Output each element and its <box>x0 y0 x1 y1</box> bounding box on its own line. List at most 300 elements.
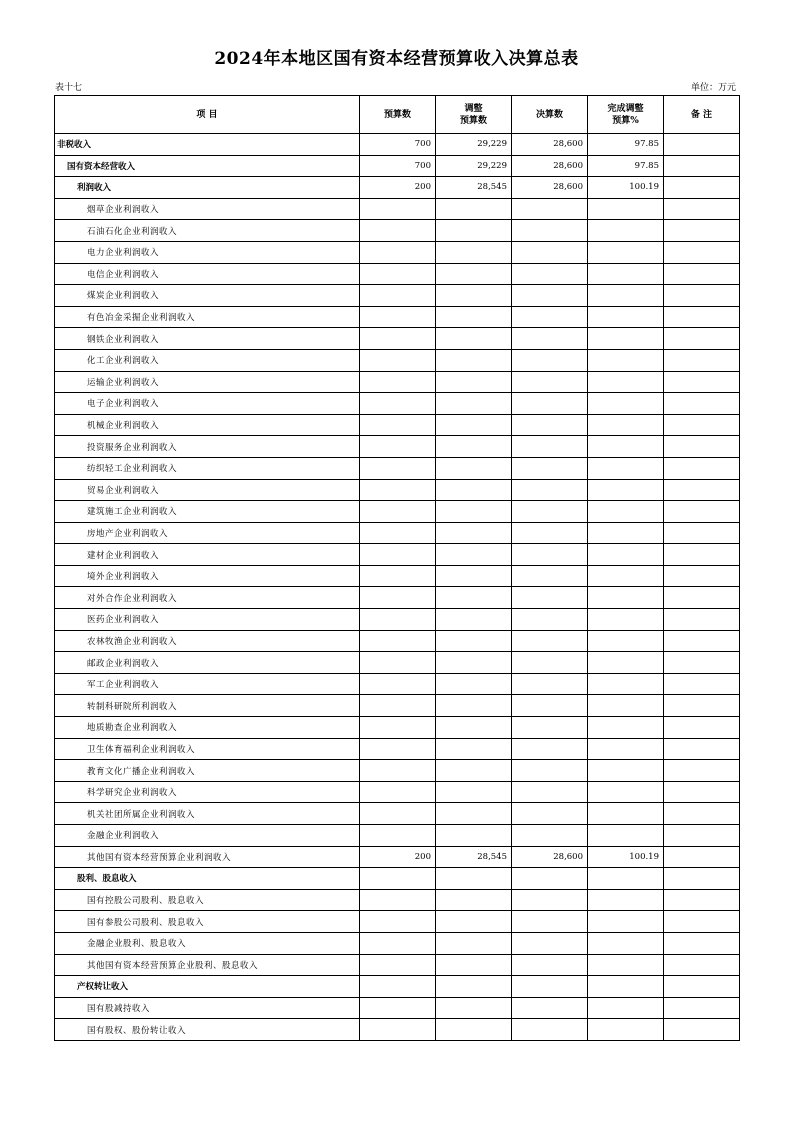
row-name-cell: 有色冶金采掘企业利润收入 <box>55 306 360 328</box>
page-title: 2024年本地区国有资本经营预算收入决算总表 <box>214 49 579 69</box>
row-name-cell: 机关社团所属企业利润收入 <box>55 803 360 825</box>
row-final-cell <box>512 371 588 393</box>
row-final-cell <box>512 717 588 739</box>
row-final-cell <box>512 695 588 717</box>
row-remark-cell <box>664 587 740 609</box>
row-final-cell: 28,600 <box>512 155 588 177</box>
row-remark-cell <box>664 198 740 220</box>
row-adjusted-cell <box>436 587 512 609</box>
row-completion-cell <box>588 652 664 674</box>
row-adjusted-cell <box>436 241 512 263</box>
row-budget-cell <box>360 803 436 825</box>
row-budget-cell <box>360 522 436 544</box>
row-budget-cell <box>360 349 436 371</box>
table-row <box>55 695 740 717</box>
table-row <box>55 932 740 954</box>
row-name-cell: 教育文化广播企业利润收入 <box>55 760 360 782</box>
row-completion-cell <box>588 349 664 371</box>
row-adjusted-cell <box>436 263 512 285</box>
row-name-cell: 机械企业利润收入 <box>55 414 360 436</box>
row-name-cell: 投资服务企业利润收入 <box>55 436 360 458</box>
row-final-cell <box>512 609 588 631</box>
row-remark-cell <box>664 457 740 479</box>
table-row <box>55 349 740 371</box>
row-completion-cell <box>588 760 664 782</box>
table-row <box>55 1019 740 1041</box>
row-adjusted-cell <box>436 349 512 371</box>
row-final-cell <box>512 760 588 782</box>
row-budget-cell <box>360 932 436 954</box>
row-remark-cell <box>664 976 740 998</box>
row-final-cell <box>512 997 588 1019</box>
row-final-cell <box>512 457 588 479</box>
table-row <box>55 846 740 868</box>
row-remark-cell <box>664 889 740 911</box>
header-final: 决算数 <box>512 96 588 134</box>
row-adjusted-cell <box>436 285 512 307</box>
table-row <box>55 868 740 890</box>
row-completion-cell <box>588 479 664 501</box>
row-final-cell <box>512 393 588 415</box>
row-name-cell: 非税收入 <box>55 134 360 156</box>
row-completion-cell <box>588 393 664 415</box>
row-name-cell: 对外合作企业利润收入 <box>55 587 360 609</box>
row-completion-cell <box>588 673 664 695</box>
row-final-cell <box>512 652 588 674</box>
row-adjusted-cell <box>436 479 512 501</box>
row-completion-cell <box>588 609 664 631</box>
row-remark-cell <box>664 1019 740 1041</box>
row-adjusted-cell <box>436 803 512 825</box>
header-adjusted-line2: 预算数 <box>459 115 487 126</box>
table-row <box>55 673 740 695</box>
row-budget-cell <box>360 652 436 674</box>
row-completion-cell <box>588 932 664 954</box>
row-name-cell: 军工企业利润收入 <box>55 673 360 695</box>
row-name-cell: 烟草企业利润收入 <box>55 198 360 220</box>
row-completion-cell <box>588 198 664 220</box>
row-completion-cell: 100.19 <box>588 846 664 868</box>
row-final-cell <box>512 587 588 609</box>
row-completion-cell <box>588 544 664 566</box>
row-remark-cell <box>664 306 740 328</box>
row-final-cell <box>512 306 588 328</box>
row-completion-cell <box>588 285 664 307</box>
row-remark-cell <box>664 371 740 393</box>
row-budget-cell <box>360 328 436 350</box>
header-adjusted <box>436 96 512 134</box>
row-budget-cell <box>360 479 436 501</box>
row-final-cell <box>512 198 588 220</box>
row-budget-cell <box>360 760 436 782</box>
row-adjusted-cell: 29,229 <box>436 134 512 156</box>
row-name-cell: 房地产企业利润收入 <box>55 522 360 544</box>
row-remark-cell <box>664 565 740 587</box>
row-completion-cell <box>588 803 664 825</box>
row-adjusted-cell <box>436 522 512 544</box>
row-adjusted-cell <box>436 695 512 717</box>
table-row <box>55 630 740 652</box>
table-row <box>55 414 740 436</box>
row-final-cell <box>512 781 588 803</box>
row-remark-cell <box>664 349 740 371</box>
row-remark-cell <box>664 717 740 739</box>
table-row <box>55 457 740 479</box>
row-completion-cell: 97.85 <box>588 155 664 177</box>
row-adjusted-cell <box>436 738 512 760</box>
row-budget-cell: 700 <box>360 134 436 156</box>
row-remark-cell <box>664 652 740 674</box>
row-adjusted-cell: 29,229 <box>436 155 512 177</box>
row-adjusted-cell <box>436 976 512 998</box>
row-completion-cell <box>588 630 664 652</box>
row-remark-cell <box>664 263 740 285</box>
row-completion-cell <box>588 997 664 1019</box>
row-name-cell: 煤炭企业利润收入 <box>55 285 360 307</box>
row-remark-cell <box>664 328 740 350</box>
table-row <box>55 479 740 501</box>
row-budget-cell <box>360 997 436 1019</box>
row-budget-cell <box>360 889 436 911</box>
row-budget-cell <box>360 954 436 976</box>
row-adjusted-cell <box>436 501 512 523</box>
row-remark-cell <box>664 630 740 652</box>
row-completion-cell <box>588 717 664 739</box>
row-remark-cell <box>664 241 740 263</box>
row-completion-cell <box>588 371 664 393</box>
table-row <box>55 717 740 739</box>
row-budget-cell <box>360 457 436 479</box>
row-remark-cell <box>664 760 740 782</box>
row-name-cell: 农林牧渔企业利润收入 <box>55 630 360 652</box>
row-final-cell <box>512 436 588 458</box>
row-remark-cell <box>664 997 740 1019</box>
row-final-cell <box>512 544 588 566</box>
row-budget-cell <box>360 414 436 436</box>
row-remark-cell <box>664 393 740 415</box>
row-completion-cell <box>588 457 664 479</box>
row-adjusted-cell <box>436 306 512 328</box>
row-final-cell <box>512 241 588 263</box>
row-adjusted-cell <box>436 630 512 652</box>
row-remark-cell <box>664 954 740 976</box>
table-row <box>55 911 740 933</box>
row-name-cell: 建筑施工企业利润收入 <box>55 501 360 523</box>
row-budget-cell <box>360 695 436 717</box>
row-final-cell <box>512 1019 588 1041</box>
row-adjusted-cell <box>436 673 512 695</box>
row-budget-cell <box>360 501 436 523</box>
row-completion-cell <box>588 976 664 998</box>
row-adjusted-cell <box>436 652 512 674</box>
row-adjusted-cell <box>436 781 512 803</box>
row-budget-cell <box>360 609 436 631</box>
row-completion-cell: 100.19 <box>588 177 664 199</box>
row-final-cell: 28,600 <box>512 177 588 199</box>
header-completion <box>588 96 664 134</box>
row-name-cell: 科学研究企业利润收入 <box>55 781 360 803</box>
header-row <box>55 96 740 134</box>
row-remark-cell <box>664 436 740 458</box>
row-budget-cell <box>360 825 436 847</box>
row-remark-cell <box>664 803 740 825</box>
row-adjusted-cell <box>436 954 512 976</box>
table-row <box>55 760 740 782</box>
row-name-cell: 电子企业利润收入 <box>55 393 360 415</box>
table-row <box>55 371 740 393</box>
row-adjusted-cell <box>436 911 512 933</box>
row-budget-cell <box>360 241 436 263</box>
table-row <box>55 825 740 847</box>
row-remark-cell <box>664 868 740 890</box>
table-row <box>55 976 740 998</box>
row-final-cell <box>512 565 588 587</box>
row-final-cell <box>512 285 588 307</box>
row-name-cell: 国有资本经营收入 <box>55 155 360 177</box>
row-final-cell <box>512 414 588 436</box>
table-row <box>55 781 740 803</box>
row-adjusted-cell <box>436 371 512 393</box>
row-name-cell: 其他国有资本经营预算企业利润收入 <box>55 846 360 868</box>
row-completion-cell <box>588 868 664 890</box>
row-budget-cell <box>360 911 436 933</box>
row-final-cell <box>512 803 588 825</box>
row-final-cell <box>512 220 588 242</box>
row-completion-cell <box>588 738 664 760</box>
row-name-cell: 电信企业利润收入 <box>55 263 360 285</box>
row-remark-cell <box>664 781 740 803</box>
table-row <box>55 263 740 285</box>
table-row <box>55 393 740 415</box>
row-completion-cell <box>588 889 664 911</box>
row-adjusted-cell <box>436 220 512 242</box>
row-completion-cell <box>588 220 664 242</box>
row-final-cell <box>512 976 588 998</box>
row-name-cell: 电力企业利润收入 <box>55 241 360 263</box>
row-name-cell: 运输企业利润收入 <box>55 371 360 393</box>
row-completion-cell <box>588 263 664 285</box>
row-remark-cell <box>664 522 740 544</box>
table-row <box>55 954 740 976</box>
table-row <box>55 997 740 1019</box>
table-row <box>55 565 740 587</box>
row-budget-cell <box>360 673 436 695</box>
table-row <box>55 285 740 307</box>
header-item: 项 目 <box>55 96 360 134</box>
row-completion-cell <box>588 587 664 609</box>
table-row <box>55 220 740 242</box>
row-completion-cell: 97.85 <box>588 134 664 156</box>
row-budget-cell <box>360 781 436 803</box>
row-budget-cell <box>360 1019 436 1041</box>
row-budget-cell <box>360 371 436 393</box>
row-budget-cell <box>360 263 436 285</box>
row-name-cell: 贸易企业利润收入 <box>55 479 360 501</box>
row-name-cell: 转制科研院所利润收入 <box>55 695 360 717</box>
row-budget-cell <box>360 976 436 998</box>
row-budget-cell <box>360 868 436 890</box>
row-final-cell <box>512 868 588 890</box>
row-adjusted-cell <box>436 825 512 847</box>
row-remark-cell <box>664 738 740 760</box>
row-remark-cell <box>664 134 740 156</box>
row-final-cell: 28,600 <box>512 846 588 868</box>
row-name-cell: 产权转让收入 <box>55 976 360 998</box>
header-completion-line2: 预算% <box>612 115 639 126</box>
row-name-cell: 邮政企业利润收入 <box>55 652 360 674</box>
row-name-cell: 金融企业利润收入 <box>55 825 360 847</box>
row-name-cell: 钢铁企业利润收入 <box>55 328 360 350</box>
row-remark-cell <box>664 609 740 631</box>
row-budget-cell: 200 <box>360 177 436 199</box>
row-budget-cell <box>360 630 436 652</box>
row-remark-cell <box>664 479 740 501</box>
row-remark-cell <box>664 177 740 199</box>
table-row <box>55 652 740 674</box>
row-name-cell: 卫生体育福利企业利润收入 <box>55 738 360 760</box>
row-final-cell <box>512 263 588 285</box>
row-budget-cell <box>360 285 436 307</box>
revenue-table <box>54 95 740 1041</box>
row-remark-cell <box>664 695 740 717</box>
table-row <box>55 587 740 609</box>
row-budget-cell <box>360 587 436 609</box>
row-completion-cell <box>588 522 664 544</box>
row-budget-cell <box>360 306 436 328</box>
table-row <box>55 306 740 328</box>
row-adjusted-cell: 28,545 <box>436 177 512 199</box>
table-row <box>55 155 740 177</box>
row-adjusted-cell <box>436 457 512 479</box>
row-budget-cell: 700 <box>360 155 436 177</box>
row-budget-cell: 200 <box>360 846 436 868</box>
row-name-cell: 化工企业利润收入 <box>55 349 360 371</box>
row-final-cell <box>512 738 588 760</box>
table-row <box>55 501 740 523</box>
row-remark-cell <box>664 544 740 566</box>
table-row <box>55 134 740 156</box>
table-row <box>55 738 740 760</box>
row-name-cell: 石油石化企业利润收入 <box>55 220 360 242</box>
row-final-cell: 28,600 <box>512 134 588 156</box>
row-final-cell <box>512 501 588 523</box>
row-name-cell: 利润收入 <box>55 177 360 199</box>
row-completion-cell <box>588 781 664 803</box>
row-name-cell: 医药企业利润收入 <box>55 609 360 631</box>
row-budget-cell <box>360 717 436 739</box>
row-remark-cell <box>664 414 740 436</box>
row-final-cell <box>512 479 588 501</box>
row-budget-cell <box>360 565 436 587</box>
table-row <box>55 544 740 566</box>
table-row <box>55 609 740 631</box>
row-name-cell: 境外企业利润收入 <box>55 565 360 587</box>
table-row <box>55 436 740 458</box>
table-row <box>55 241 740 263</box>
row-completion-cell <box>588 911 664 933</box>
row-completion-cell <box>588 436 664 458</box>
row-final-cell <box>512 911 588 933</box>
row-final-cell <box>512 673 588 695</box>
row-budget-cell <box>360 436 436 458</box>
row-final-cell <box>512 889 588 911</box>
row-name-cell: 股利、股息收入 <box>55 868 360 890</box>
row-adjusted-cell <box>436 565 512 587</box>
row-adjusted-cell <box>436 1019 512 1041</box>
row-remark-cell <box>664 220 740 242</box>
row-remark-cell <box>664 501 740 523</box>
row-completion-cell <box>588 241 664 263</box>
table-row <box>55 803 740 825</box>
unit-label: 单位：万元 <box>690 83 736 93</box>
row-name-cell: 国有控股公司股利、股息收入 <box>55 889 360 911</box>
row-completion-cell <box>588 825 664 847</box>
row-budget-cell <box>360 220 436 242</box>
header-remarks: 备 注 <box>664 96 740 134</box>
row-remark-cell <box>664 673 740 695</box>
row-final-cell <box>512 328 588 350</box>
row-name-cell: 国有股减持收入 <box>55 997 360 1019</box>
row-completion-cell <box>588 1019 664 1041</box>
row-completion-cell <box>588 501 664 523</box>
row-remark-cell <box>664 846 740 868</box>
row-remark-cell <box>664 932 740 954</box>
row-adjusted-cell <box>436 760 512 782</box>
row-name-cell: 地质勘查企业利润收入 <box>55 717 360 739</box>
row-adjusted-cell <box>436 328 512 350</box>
row-final-cell <box>512 954 588 976</box>
row-final-cell <box>512 349 588 371</box>
row-adjusted-cell <box>436 868 512 890</box>
row-completion-cell <box>588 695 664 717</box>
table-row <box>55 177 740 199</box>
row-final-cell <box>512 825 588 847</box>
row-completion-cell <box>588 954 664 976</box>
row-adjusted-cell <box>436 609 512 631</box>
row-adjusted-cell <box>436 889 512 911</box>
row-completion-cell <box>588 565 664 587</box>
row-completion-cell <box>588 414 664 436</box>
row-adjusted-cell <box>436 717 512 739</box>
row-name-cell: 国有参股公司股利、股息收入 <box>55 911 360 933</box>
row-final-cell <box>512 630 588 652</box>
row-adjusted-cell: 28,545 <box>436 846 512 868</box>
row-name-cell: 金融企业股利、股息收入 <box>55 932 360 954</box>
row-budget-cell <box>360 544 436 566</box>
row-completion-cell <box>588 328 664 350</box>
row-adjusted-cell <box>436 414 512 436</box>
row-adjusted-cell <box>436 198 512 220</box>
row-name-cell: 纺织轻工企业利润收入 <box>55 457 360 479</box>
row-name-cell: 国有股权、股份转让收入 <box>55 1019 360 1041</box>
row-final-cell <box>512 522 588 544</box>
header-completion-line1: 完成调整 <box>607 103 644 114</box>
row-remark-cell <box>664 285 740 307</box>
row-budget-cell <box>360 198 436 220</box>
row-completion-cell <box>588 306 664 328</box>
row-name-cell: 建材企业利润收入 <box>55 544 360 566</box>
row-budget-cell <box>360 738 436 760</box>
header-adjusted-line1: 调整 <box>464 103 483 114</box>
row-name-cell: 其他国有资本经营预算企业股利、股息收入 <box>55 954 360 976</box>
row-adjusted-cell <box>436 544 512 566</box>
table-number: 表十七 <box>55 83 83 93</box>
row-final-cell <box>512 932 588 954</box>
row-remark-cell <box>664 825 740 847</box>
row-adjusted-cell <box>436 932 512 954</box>
row-adjusted-cell <box>436 393 512 415</box>
table-row <box>55 889 740 911</box>
